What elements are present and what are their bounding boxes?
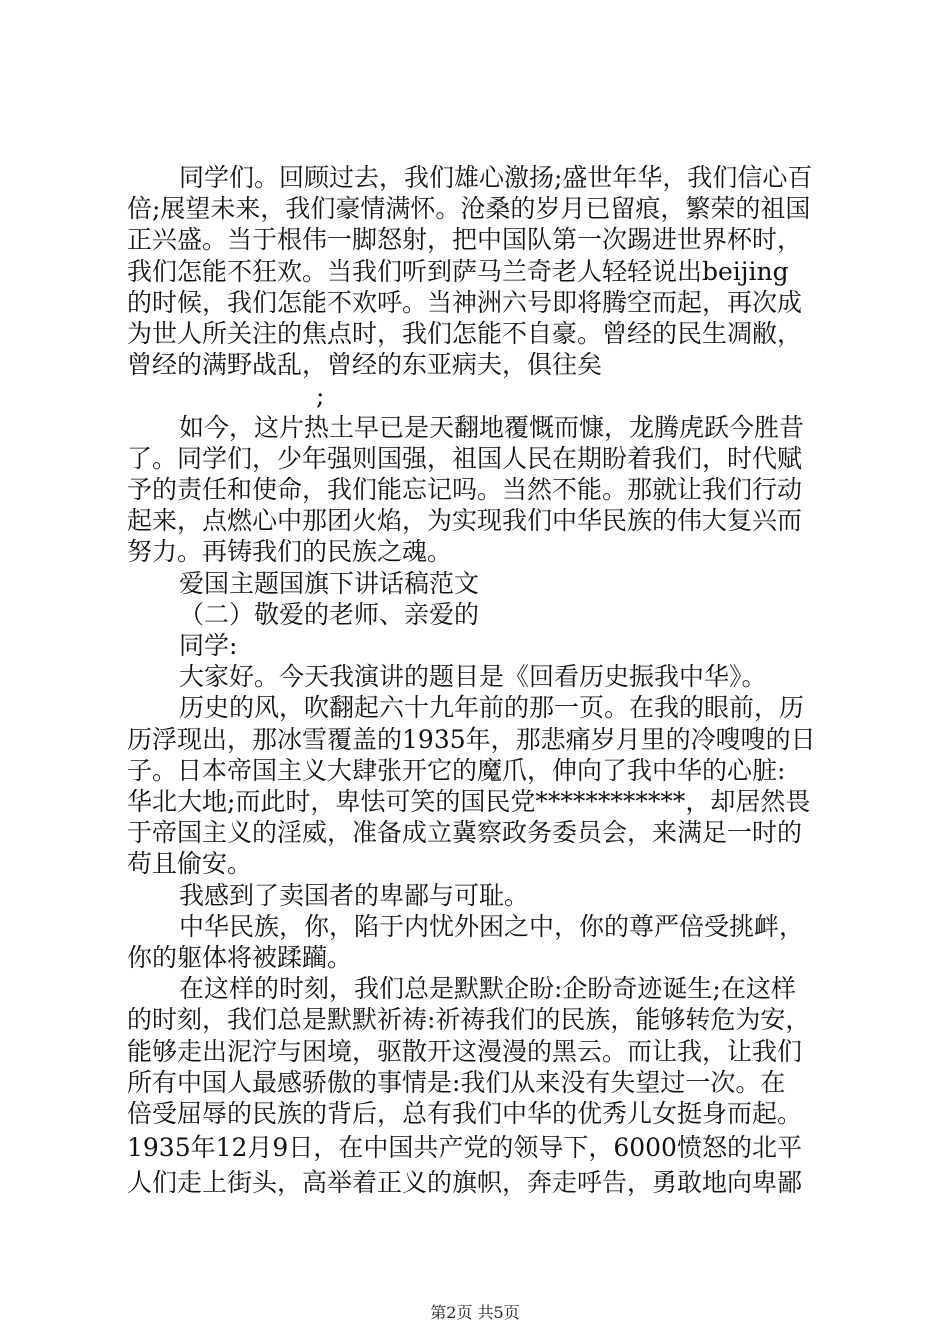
text-line: 我感到了卖国者的卑鄙与可耻。 [179,880,530,910]
text-line: 同学们。回顾过去，我们雄心激扬;盛世年华，我们信心百 [179,163,813,192]
text-line: 1935年12月9日，在中国共产党的领导下，6000愤怒的北平 [127,1133,802,1162]
text-line: 能够走出泥泞与困境，驱散开这漫漫的黑云。而让我，让我们 [127,1036,803,1066]
text-line: 所有中国人最感骄傲的事情是:我们从来没有失望过一次。在 [127,1067,786,1097]
text-line: （二）敬爱的老师、亲爱的 [179,599,480,629]
text-line: ; [316,381,325,411]
text-line: 的时候，我们怎能不欢呼。当神洲六号即将腾空而起，再次成 [127,287,803,317]
text-line: 苟且偷安。 [127,849,253,879]
text-line: 倍受屈辱的民族的背后，总有我们中华的优秀儿女挺身而起。 [127,1099,803,1128]
text-line: 爱国主题国旗下讲话稿范文 [179,568,480,598]
text-line: 正兴盛。当于根伟一脚怒射，把中国队第一次踢进世界杯时， [127,225,803,255]
text-line: 倍;展望未来，我们豪情满怀。沧桑的岁月已留痕，繁荣的祖国 [127,194,811,224]
text-line: 起来，点燃心中那团火焰，为实现我们中华民族的伟大复兴而 [127,506,803,536]
text-line: 努力。再铸我们的民族之魂。 [127,537,453,567]
text-line: 在这样的时刻，我们总是默默企盼:企盼奇迹诞生;在这样 [179,974,796,1004]
text-line: 于帝国主义的淫威，准备成立冀察政务委员会，来满足一时的 [127,818,803,848]
text-line: 中华民族，你，陷于内忧外困之中，你的尊严倍受挑衅， [179,911,805,941]
text-line: 历浮现出，那冰雪覆盖的1935年，那悲痛岁月里的冷嗖嗖的日 [127,724,816,754]
text-line: 你的躯体将被蹂躏。 [127,943,353,972]
text-line: 大家好。今天我演讲的题目是《回看历史振我中华》。 [179,662,767,692]
text-line: 曾经的满野战乱，曾经的东亚病夫，俱往矣 [127,350,603,380]
text-line: 的时刻，我们总是默默祈祷:祈祷我们的民族，能够转危为安， [127,1005,811,1035]
text-line: 人们走上街头，高举着正义的旗帜，奔走呼告，勇敢地向卑鄙 [127,1168,803,1197]
page-footer: 第2页 共5页 [430,1303,520,1322]
text-line: 如今，这片热土早已是天翻地覆慨而慷，龙腾虎跃今胜昔 [179,412,805,442]
text-line: 子。日本帝国主义大肆张开它的魔爪，伸向了我中华的心脏: [127,755,786,785]
text-line: 为世人所关注的焦点时，我们怎能不自豪。曾经的民生凋敝， [127,319,803,348]
text-line: 同学: [179,631,238,660]
text-line: 我们怎能不狂欢。当我们听到萨马兰奇老人轻轻说出beijing [127,256,789,286]
text-line: 予的责任和使命，我们能忘记吗。当然不能。那就让我们行动 [127,475,803,504]
text-line: 了。同学们，少年强则国强，祖国人民在期盼着我们，时代赋 [127,443,803,473]
text-line: 历史的风，吹翻起六十九年前的那一页。在我的眼前，历 [179,693,805,723]
text-line: 华北大地;而此时，卑怯可笑的国民党************，却居然畏 [127,787,811,816]
